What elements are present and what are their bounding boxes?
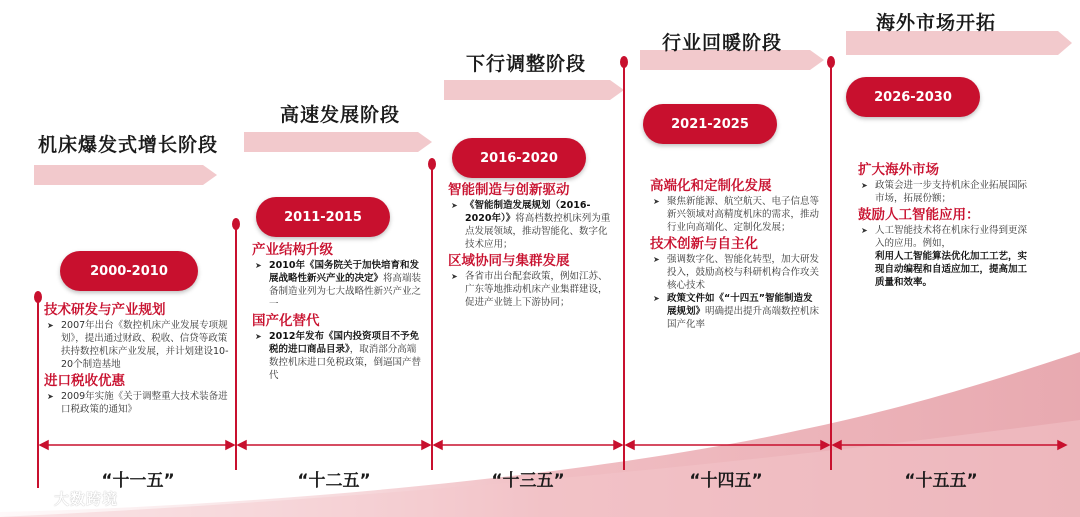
- bullet-text: 明确提出提升高端数控机床国产化率: [667, 306, 820, 330]
- bullet-item: [44, 319, 236, 371]
- plan-label-4: “十四五”: [689, 471, 763, 491]
- section-heading: 国产化替代: [252, 313, 320, 329]
- bullet-bold-text: 2012年发布《国内投资项目不予免税的进口商品目录》: [269, 331, 419, 355]
- section-heading: 扩大海外市场: [858, 162, 939, 178]
- divider-4: [620, 56, 628, 470]
- section-heading: 技术创新与自主化: [650, 236, 758, 252]
- stage-arrow-2: [244, 132, 432, 152]
- divider-1: [34, 291, 42, 488]
- bullet-item: [858, 179, 1028, 205]
- bullet-text: 2007年出台《数控机床产业发展专项规划》，提出通过财政、税收、信贷等政策扶持数控机床产业发展，并计划建设10-20个制造基地: [61, 320, 229, 370]
- bullet-item: [44, 390, 236, 416]
- plan-label-1: “十一五”: [101, 471, 175, 491]
- stage-title-1: 机床爆发式增长阶段: [38, 134, 219, 156]
- bullet-item: [448, 270, 616, 309]
- divider-3: [428, 158, 436, 470]
- stage-arrow-3: [444, 80, 624, 100]
- bullet-text: 将高端装备制造业列为七大战略性新兴产业之一: [269, 273, 422, 310]
- bullet-text: 聚焦新能源、航空航天、电子信息等新兴领域对高精度机床的需求，推动行业向高端化、定制化发展；: [667, 196, 820, 233]
- section-heading: 智能制造与创新驱动: [448, 182, 570, 198]
- bullet-bold-text: 2010年《国务院关于加快培育和发展战略性新兴产业的决定》: [269, 260, 419, 284]
- section-heading: 进口税收优惠: [44, 373, 125, 389]
- section-heading: 技术研发与产业规划: [44, 302, 166, 318]
- period-pill-2: 2011-2015: [256, 197, 390, 237]
- bullet-text: 2009年实施《关于调整重大技术装备进口税政策的通知》: [61, 391, 228, 415]
- period-pill-3: 2016-2020: [452, 138, 586, 178]
- cloud-logo-icon: [10, 486, 50, 510]
- bullet-item: [858, 250, 1028, 289]
- stage-content-1: [44, 300, 236, 416]
- bullet-bold-text: 《智能制造发展规划（2016-2020年）》: [465, 200, 591, 224]
- period-arrow-3: [434, 441, 622, 449]
- bullet-item: [858, 224, 1028, 250]
- plan-label-2: “十二五”: [297, 471, 371, 491]
- plan-label-3: “十三五”: [491, 471, 565, 491]
- plan-label-5: “十五五”: [904, 471, 978, 491]
- bullet-bold-text: 政策文件如《“十四五”智能制造发展规划》: [667, 293, 813, 317]
- bullet-item: [650, 253, 820, 292]
- stage-title-5: 海外市场开拓: [876, 12, 997, 34]
- period-arrow-1: [40, 441, 234, 449]
- section-heading: 产业结构升级: [252, 242, 333, 258]
- stage-content-5: [858, 160, 1028, 289]
- stage-content-3: [448, 180, 616, 309]
- bullet-text: 强调数字化、智能化转型，加大研发投入，鼓励高校与科研机构合作攻关核心技术: [667, 254, 820, 291]
- section-heading: 区域协同与集群发展: [448, 253, 570, 269]
- stage-title-3: 下行调整阶段: [466, 53, 587, 75]
- bullet-item: [650, 195, 820, 234]
- stage-title-4: 行业回暖阶段: [662, 32, 783, 54]
- bullet-text: 将高档数控机床列为重点发展领域，推动智能化、数字化技术应用；: [465, 213, 611, 250]
- logo-text: 大数跨境: [54, 489, 119, 508]
- stage-content-2: [252, 240, 424, 382]
- period-pill-4: 2021-2025: [643, 104, 777, 144]
- divider-5: [827, 56, 835, 470]
- stage-title-2: 高速发展阶段: [280, 104, 401, 126]
- period-pill-5: 2026-2030: [846, 77, 980, 117]
- bullet-text: 各省市出台配套政策，例如江苏、广东等地推动机床产业集群建设，促进产业链上下游协同；: [465, 271, 608, 308]
- bullet-item: [650, 292, 820, 331]
- bullet-bold-text: 利用人工智能算法优化加工工艺，实现自动编程和自适应加工，提高加工质量和效率。: [875, 251, 1028, 288]
- stage-content-4: [650, 176, 820, 331]
- stage-arrow-1: [34, 165, 217, 185]
- bullet-text: 人工智能技术将在机床行业得到更深入的应用。例如，: [875, 225, 1028, 249]
- brand-logo: [10, 486, 118, 510]
- bullet-item: [252, 330, 424, 382]
- period-arrow-2: [238, 441, 430, 449]
- bullet-item: [252, 259, 424, 311]
- section-heading: 高端化和定制化发展: [650, 178, 772, 194]
- period-pill-1: 2000-2010: [60, 251, 198, 291]
- bullet-text: 政策会进一步支持机床企业拓展国际市场，拓展份额；: [875, 180, 1028, 204]
- section-heading: 鼓励人工智能应用：: [858, 207, 980, 223]
- bullet-item: [448, 199, 616, 251]
- bullet-text: ，取消部分高端数控机床进口免税政策，倒逼国产替代: [269, 344, 422, 381]
